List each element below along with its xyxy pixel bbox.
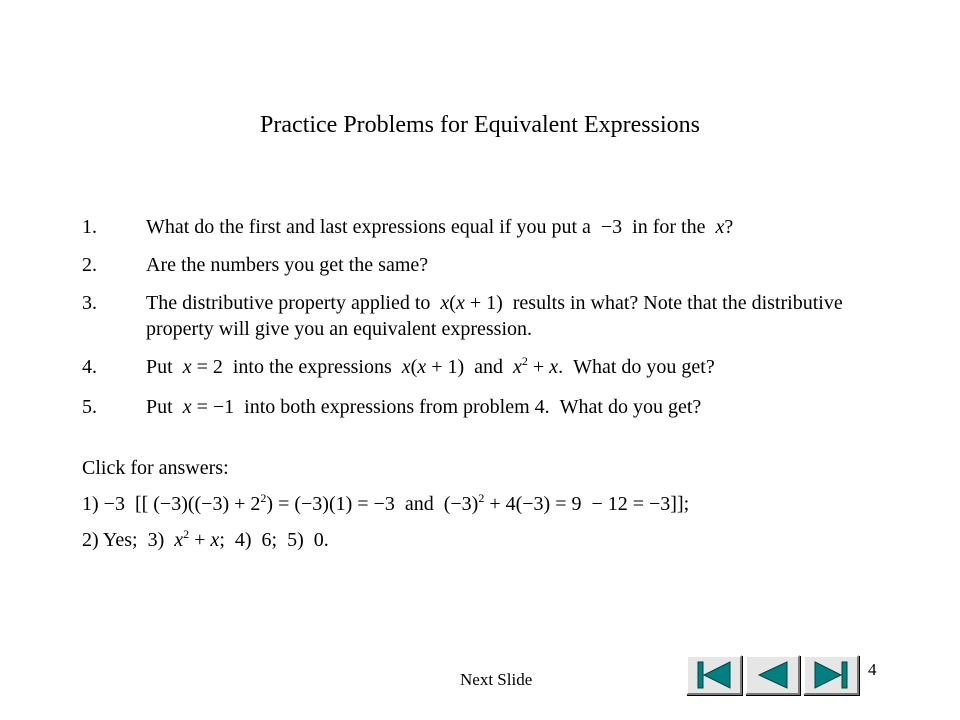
answer-line-2: 2) Yes; 3) $x^2 + x$; 4) 6; 5) 0.	[82, 527, 329, 551]
problem-number: 4.	[82, 356, 97, 378]
answers-section	[82, 455, 942, 563]
play-back-icon	[753, 660, 793, 690]
previous-slide-button[interactable]	[745, 655, 801, 695]
problem-3	[82, 290, 902, 342]
problem-4	[82, 354, 902, 380]
problem-1	[82, 214, 902, 240]
problem-text: Are the numbers you get the same?	[146, 254, 429, 276]
problem-number: 1.	[82, 216, 97, 238]
problem-number: 2.	[82, 254, 97, 276]
problem-number: 5.	[82, 396, 97, 418]
problem-text: The distributive property applied to x(x + 1) results in what? Note that the distributive property will give you an equivalent expression.	[146, 292, 843, 340]
page-number: 4	[868, 660, 877, 679]
problem-5	[82, 394, 902, 420]
problem-text: What do the first and last expressions equal if you put a −3 in for the x?	[146, 216, 734, 238]
problem-number: 3.	[82, 292, 97, 314]
problem-text: Put x = −1 into both expressions from problem 4. What do you get?	[146, 396, 702, 418]
next-slide-button[interactable]	[803, 655, 859, 695]
first-slide-button[interactable]	[686, 655, 742, 695]
problem-2	[82, 252, 902, 278]
problem-text: Put x = 2 into the expressions x(x + 1) and $x^2 + x$. What do you get?	[146, 354, 715, 378]
next-slide-link[interactable]: Next Slide	[460, 670, 533, 689]
skip-forward-icon	[811, 660, 851, 690]
answer-line-1: 1) −3 [[ $(-3)((-3) + 2^2) = (-3)(1) = -3$ and $(-3)^2 + 4(-3) = 9 - 12 = -3$]];	[82, 491, 690, 515]
skip-back-icon	[694, 660, 734, 690]
problem-list	[82, 214, 902, 434]
navigation-buttons	[686, 655, 862, 697]
answers-heading[interactable]: Click for answers:	[82, 457, 229, 479]
slide-title: Practice Problems for Equivalent Expressions	[260, 112, 700, 138]
